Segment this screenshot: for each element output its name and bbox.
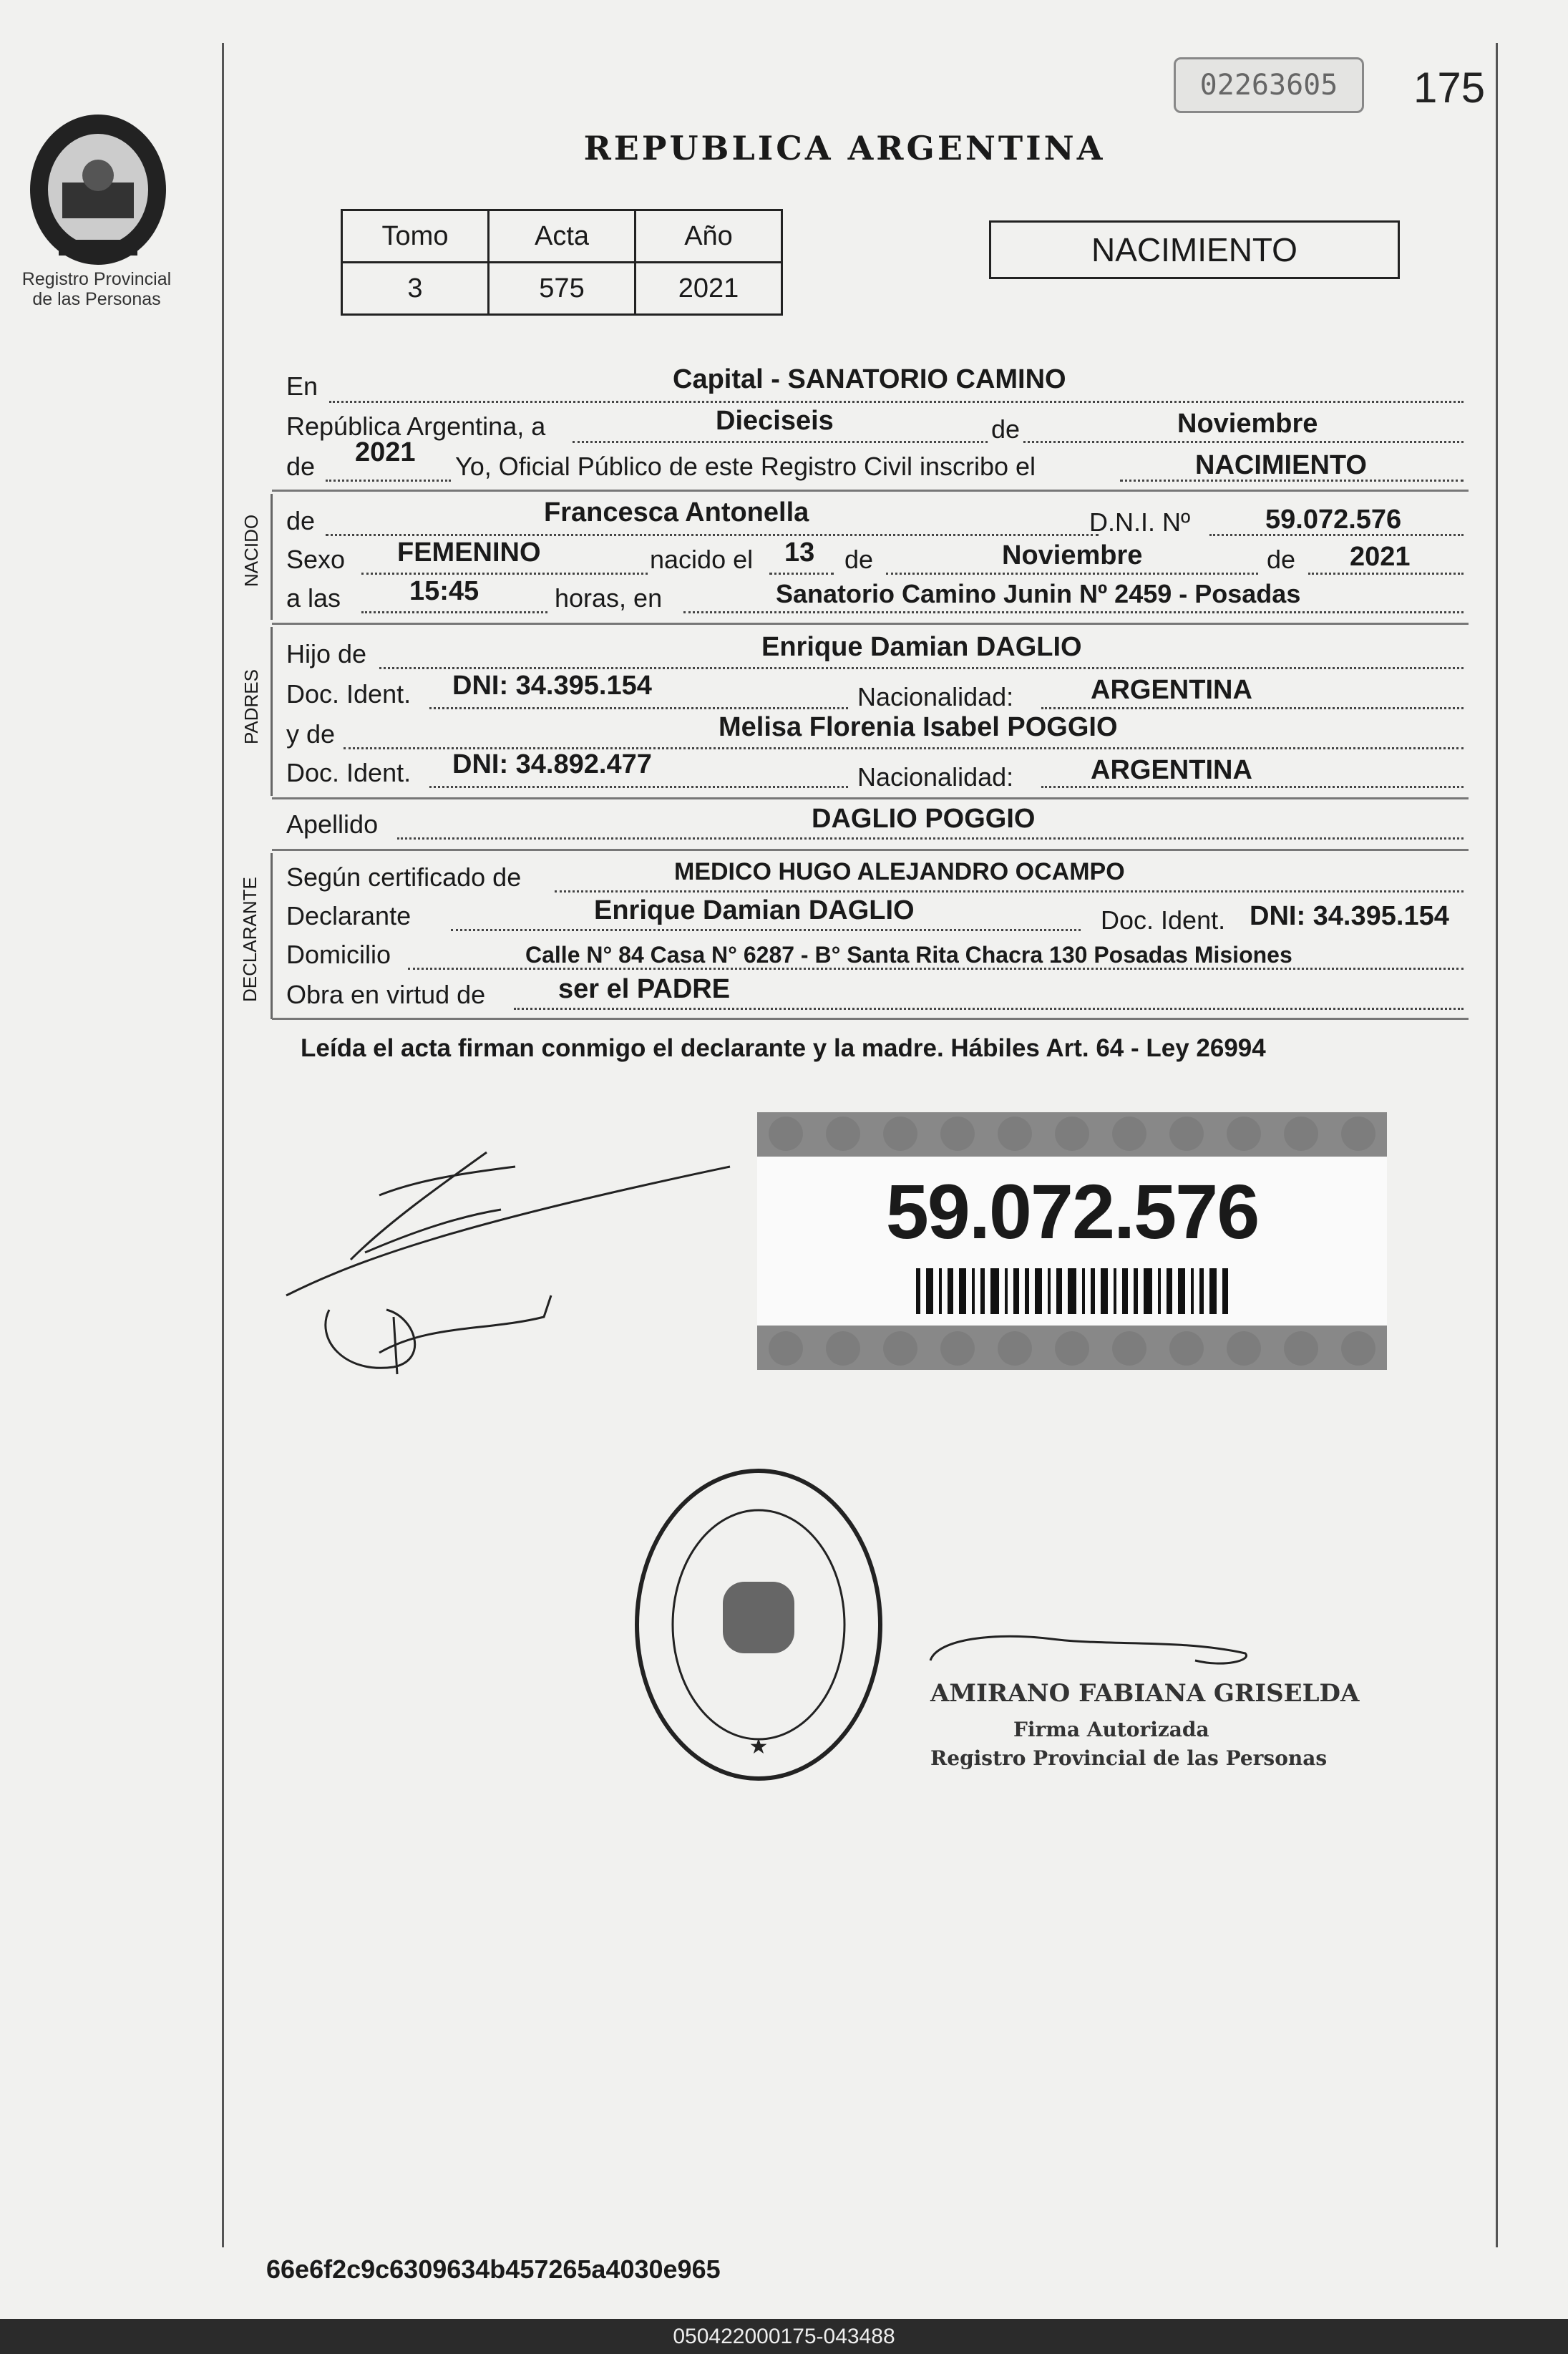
dotted-line [429, 786, 848, 788]
dotted-line [326, 534, 1099, 536]
dotted-line [683, 611, 1464, 613]
page-number: 175 [1413, 64, 1486, 112]
dni-label: D.N.I. Nº [1089, 507, 1191, 537]
anio-value: 2021 [636, 263, 782, 315]
padres-side-label: PADRES [240, 669, 262, 744]
document-hash: 66e6f2c9c6309634b457265a4030e965 [266, 2255, 721, 2284]
officer-organization: Registro Provincial de las Personas [930, 1746, 1328, 1770]
svg-text:★: ★ [749, 1734, 769, 1759]
a-las-label: a las [286, 583, 341, 613]
child-dni-value: 59.072.576 [1265, 505, 1402, 535]
declarant-signature [272, 1138, 744, 1381]
birth-day-value: 13 [784, 538, 815, 568]
doc-ident-label: Doc. Ident. [286, 679, 412, 709]
certificado-label: Según certificado de [286, 862, 522, 892]
birth-place-value: Sanatorio Camino Junin Nº 2459 - Posadas [776, 579, 1301, 608]
mother-nationality-value: ARGENTINA [1091, 755, 1252, 785]
en-label: En [286, 371, 318, 401]
tomo-acta-table [341, 209, 783, 316]
de2-label: de [286, 452, 316, 481]
section-divider [272, 1018, 1469, 1020]
logo-caption: Registro Provincial de las Personas [21, 269, 172, 309]
dotted-line [329, 401, 1464, 403]
dni-sticker-number: 59.072.576 [885, 1168, 1259, 1255]
doc-ident-label: Doc. Ident. [286, 758, 412, 787]
month-value: Noviembre [1177, 409, 1318, 439]
mother-doc-value: DNI: 34.892.477 [452, 749, 652, 779]
acta-header: Acta [489, 210, 636, 263]
father-name-value: Enrique Damian DAGLIO [761, 632, 1082, 662]
nacionalidad-label: Nacionalidad: [857, 762, 1014, 792]
dotted-line [573, 441, 988, 443]
sexo-label: Sexo [286, 545, 346, 574]
day-words-value: Dieciseis [716, 406, 834, 436]
dotted-line [1041, 707, 1464, 709]
page-title: REPUBLICA ARGENTINA [583, 129, 1106, 167]
yo-label: Yo, Oficial Público de este Registro Civil inscribo el [455, 452, 1036, 481]
footer-code: 050422000175-043488 [673, 2325, 895, 2348]
de-label: de [1267, 545, 1296, 574]
apellido-value: DAGLIO POGGIO [812, 804, 1036, 834]
apellido-label: Apellido [286, 809, 379, 839]
dotted-line [451, 929, 1081, 931]
child-name-value: Francesca Antonella [544, 497, 809, 527]
de-label: de [844, 545, 874, 574]
certificate-value: MEDICO HUGO ALEJANDRO OCAMPO [674, 858, 1125, 885]
declarante-side-label: DECLARANTE [239, 877, 260, 1002]
dotted-line [326, 480, 451, 482]
anio-header: Año [636, 210, 782, 263]
officer-name: AMIRANO FABIANA GRISELDA [930, 1679, 1360, 1708]
sexo-value: FEMENINO [397, 538, 541, 568]
closing-statement: Leída el acta firman conmigo el declarante y la madre. Hábiles Art. 64 - Ley 26994 [301, 1034, 1266, 1062]
right-margin-line [1496, 43, 1498, 2247]
domicilio-value: Calle N° 84 Casa N° 6287 - B° Santa Rita Chacra 130 Posadas Misiones [525, 942, 1292, 968]
acta-value: 575 [489, 263, 636, 315]
dotted-line [379, 667, 1464, 669]
section-divider [272, 623, 1469, 625]
section-divider [272, 490, 1469, 492]
dotted-line [397, 837, 1464, 840]
domicilio-label: Domicilio [286, 940, 391, 969]
serial-number-stamp: 02263605 [1174, 57, 1364, 113]
dotted-line [1308, 573, 1464, 575]
doc-ident-label: Doc. Ident. [1101, 905, 1226, 935]
nacido-el-label: nacido el [650, 545, 754, 574]
horas-en-label: horas, en [555, 583, 663, 613]
de-label: de [991, 414, 1021, 444]
father-nationality-value: ARGENTINA [1091, 675, 1252, 705]
officer-role: Firma Autorizada [1013, 1718, 1209, 1741]
y-de-label: y de [286, 719, 336, 749]
dotted-line [429, 707, 848, 709]
place-value: Capital - SANATORIO CAMINO [673, 364, 1066, 394]
declarante-label: Declarante [286, 901, 412, 930]
section-divider [272, 849, 1469, 851]
act-type-value: NACIMIENTO [1195, 450, 1367, 480]
obra-value: ser el PADRE [558, 974, 731, 1004]
birth-month-value: Noviembre [1002, 540, 1143, 570]
section-bracket [271, 627, 273, 796]
tomo-value: 3 [342, 263, 489, 315]
declarante-value: Enrique Damian DAGLIO [594, 895, 915, 925]
birth-year-value: 2021 [1350, 542, 1411, 572]
section-bracket [271, 853, 273, 1019]
father-doc-value: DNI: 34.395.154 [452, 671, 652, 701]
mother-name-value: Melisa Florenia Isabel POGGIO [719, 712, 1118, 742]
province-coat-of-arms-logo [23, 107, 173, 272]
section-bracket [271, 494, 273, 620]
dotted-line [1023, 441, 1464, 443]
section-divider [272, 797, 1469, 799]
nacido-side-label: NACIDO [240, 514, 262, 587]
hour-value: 15:45 [409, 576, 479, 606]
hijo-de-label: Hijo de [286, 639, 367, 668]
year-value: 2021 [355, 437, 416, 467]
left-margin-line [222, 43, 224, 2247]
republica-label: República Argentina, a [286, 412, 546, 441]
dotted-line [361, 573, 648, 575]
obra-label: Obra en virtud de [286, 980, 486, 1009]
record-type-box: NACIMIENTO [989, 220, 1400, 279]
declarante-doc-value: DNI: 34.395.154 [1250, 901, 1449, 931]
dotted-line [886, 573, 1258, 575]
dotted-line [361, 611, 547, 613]
de-label: de [286, 506, 316, 535]
dotted-line [555, 890, 1464, 893]
nacionalidad-label: Nacionalidad: [857, 682, 1014, 711]
official-seal [623, 1460, 895, 1789]
dotted-line [514, 1008, 1464, 1010]
dotted-line [769, 573, 834, 575]
dotted-line [1041, 786, 1464, 788]
tomo-header: Tomo [342, 210, 489, 263]
